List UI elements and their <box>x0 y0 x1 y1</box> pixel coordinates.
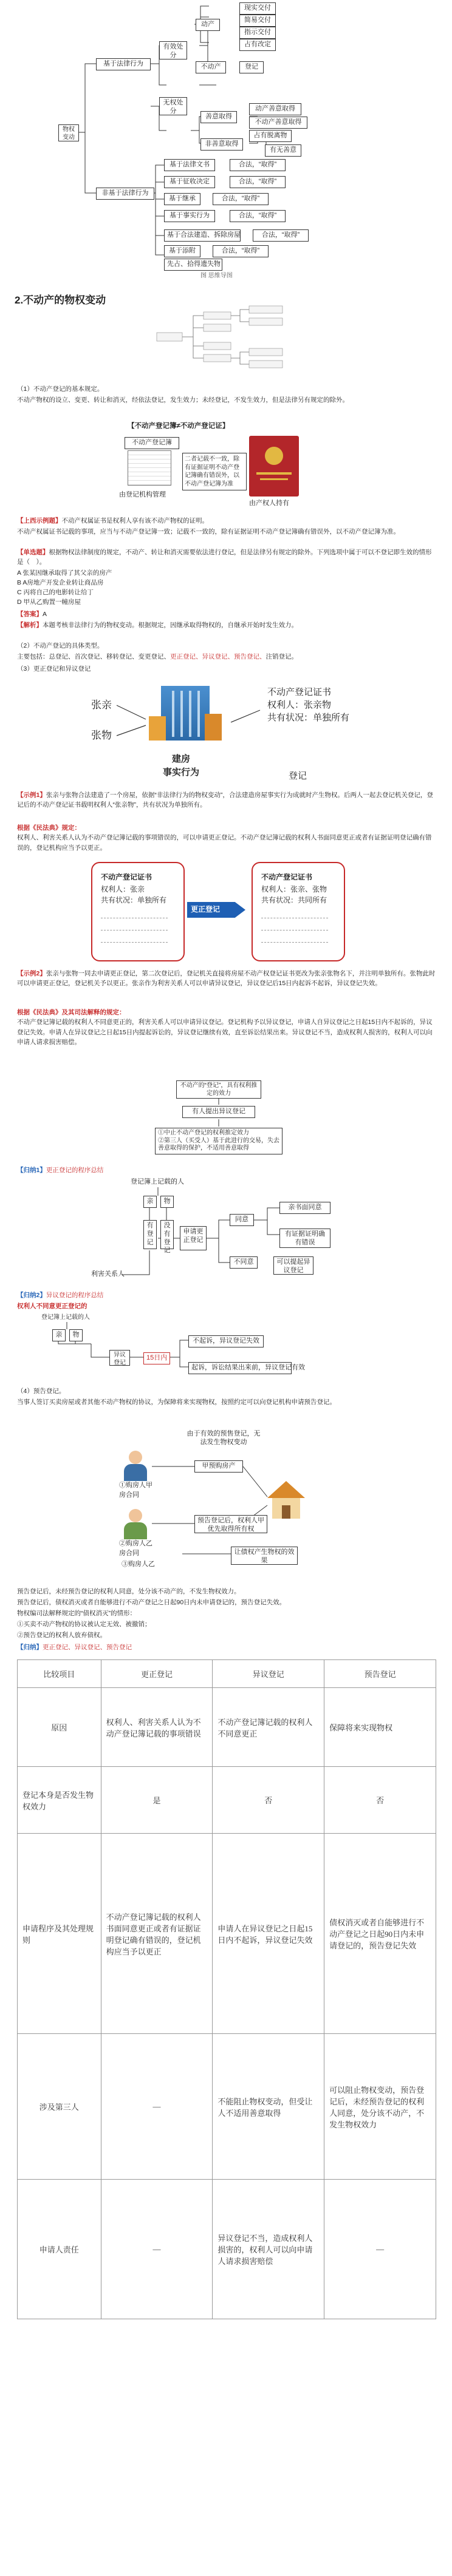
nl-item-0: 基于法律文书 <box>164 159 215 171</box>
table-cell: 债权消灭或者自能够进行不动产登记之日起90日内未申请登记的，预告登记失效 <box>324 1834 436 2034</box>
scene3-q: 由于有效的预售登记，无法发生物权变动 <box>182 1429 265 1451</box>
flow3-a: 亲 <box>52 1329 66 1341</box>
table-cell: 否 <box>213 1767 324 1834</box>
nl-item-2: 基于继承 <box>164 193 200 205</box>
table-row <box>18 1834 436 2034</box>
para-6: 预告登记后，债权消灭或者自能够进行不动产登记之日起90日内未申请登记的，预告登记失效。 <box>17 1599 286 1606</box>
flow2-agree: 同意 <box>230 1214 254 1226</box>
prepay-label: 甲预购房产 <box>194 1460 243 1473</box>
sub2-title: （2）不动产登记的具体类型。 <box>17 642 104 649</box>
person-zhangwu: 张物 <box>91 730 112 741</box>
flow3-sue: 起诉，诉讼结果出来前，异议登记有效 <box>188 1362 292 1374</box>
comparison-table <box>17 1659 436 2319</box>
node-good-faith: 善意取得 <box>200 111 237 123</box>
table-cell: — <box>101 2180 213 2319</box>
flow2-has: 有登记 <box>143 1220 157 1249</box>
table-cell: 登记本身是否发生物权效力 <box>18 1767 101 1834</box>
scene3-note: 预告登记后，权利人甲优先取得所有权 <box>194 1515 267 1533</box>
table-cell: 申请人在异议登记之日起15日内不起诉，异议登记失效 <box>213 1834 324 2034</box>
flow3-b: 物 <box>69 1329 83 1341</box>
scene1-reg: 登记 <box>289 771 307 781</box>
flow2-a: 亲 <box>143 1196 157 1208</box>
option-c: C 丙将自己的电影转让给丁 <box>17 589 94 596</box>
para-7-item-2: ②预告登记的权利人放弃债权。 <box>17 1632 106 1639</box>
table-cell: 涉及第三人 <box>18 2034 101 2180</box>
arrow-correction-label: 更正登记 <box>191 905 221 913</box>
para-4: 当事人签订买卖房屋或者其他不动产物权的协议，为保障将来实现物权，按照约定可以向登记机构申请预告登记。 <box>17 1398 336 1406</box>
rights-tag-0: 合法，“取得” <box>230 159 286 171</box>
cert-before-title: 不动产登记证书 <box>101 873 152 881</box>
summary-1: 【归纳1】更正登记的程序总结 <box>17 1167 104 1174</box>
rights-tag-3: 合法，“取得” <box>230 210 286 222</box>
agency-label: 由登记机构管理 <box>119 491 166 498</box>
rights-tag-4: 合法，“取得” <box>253 229 309 242</box>
delivery-3: 占有改定 <box>239 39 276 51</box>
scene3-fail: 让债权产生物权的效果 <box>231 1547 298 1565</box>
table-cell: 保障将来实现物权 <box>324 1688 436 1767</box>
seller-label: ②购房人乙 房合同 <box>119 1540 152 1557</box>
nl-item-6: 先占、拾得遗失物 <box>164 259 222 271</box>
sub3-title: （3）更正登记和异议登记 <box>17 665 91 673</box>
building-label: 建房 事实行为 <box>163 754 200 778</box>
law-2: 根据《民法典》及其司法解释的规定： 不动产登记簿记载的权利人不同意更正的，利害关系人可以申请异议登记。登记机构予以异议登记，申请人自异议登记之日起15日内不起诉的，异议登记失效。申请人在异议登记之日起15日内提起诉讼的，异议登记继续有效，直至诉讼结果出来。异议登记不当，造成权利人损害的，权利人可以向申请人请求损害赔偿。 <box>17 1009 433 1046</box>
answer: 【答案】A <box>17 611 47 618</box>
question-2: 【单选题】根据物权法律制度的规定，不动产、转让和消灭需要依法进行登记，但是法律另有规定的除外。下列选项中属于可以不登记即生效的情形是（ ）。 <box>17 549 432 566</box>
book-label: 不动产登记簿 <box>125 437 179 449</box>
mindmap-caption: 图 思维导图 <box>200 273 233 279</box>
summary-2: 【归纳2】异议登记的程序总结 <box>17 1292 104 1299</box>
flow2-evidence: 有证据证明确有错误 <box>279 1229 330 1248</box>
node-effective: 有效处分 <box>159 41 187 59</box>
delivery-0: 现实交付 <box>239 2 276 15</box>
node-unauthorized: 无权处分 <box>159 97 187 115</box>
flow3-obj: 异议登记 <box>109 1350 130 1366</box>
mindmap-root: 物权变动 <box>58 124 79 141</box>
para-7: 物权编司法解释规定的“债权消灭”的情形： <box>17 1610 136 1617</box>
example-3: 【示例2】张亲与张物一同去申请更正登记，第二次登记后，登记机关直接将房屋不动产权登记证书更改为张亲张物名下，并注明单独所有。张物此时可以申请更正登记，登记机关予以更正。张亲作为利害关系人可以申请异议登记，异议登记后15日内起诉不起诉，异议登记失效。 <box>17 970 436 988</box>
table-cell: 不动产登记簿记载的权利人书面同意更正或者有证据证明登记确有错误的，登记机构应当予以更正 <box>101 1834 213 2034</box>
person-zhangqin: 张亲 <box>91 699 112 711</box>
buyer-label: ①购房人甲 房合同 <box>119 1482 152 1499</box>
table-row <box>18 2180 436 2319</box>
summary-3: 【归纳】更正登记、异议登记、预告登记 <box>17 1644 132 1651</box>
flow2-interested: 利害关系人 <box>91 1270 125 1278</box>
table-cell: 异议登记不当，造成权利人损害的，权利人可以向申请人请求损害赔偿 <box>213 2180 324 2319</box>
para-7-item-1: ①买卖不动产物权的协议被认定无效、被撤销； <box>17 1621 151 1628</box>
table-cell: — <box>324 2180 436 2319</box>
nl-item-1: 基于征收决定 <box>164 176 215 188</box>
flow1-middle: 有人提出异议登记 <box>182 1106 255 1118</box>
nl-item-5: 基于添附 <box>164 245 200 257</box>
house-icon <box>267 1481 305 1519</box>
summary-2-sub: 权利人不同意更正登记的 <box>17 1303 87 1310</box>
book-note: 二者记载不一致，除有证据证明不动产登记簿确有错误外，以不动产登记簿为准 <box>182 453 247 490</box>
table-cell: 权利人、利害关系人认为不动产登记簿记载的事项错误 <box>101 1688 213 1767</box>
example-1: 【上西示例题】不动产权属证书是权利人享有该不动产物权的证明。 <box>17 517 208 524</box>
option-a: A 张某因继承取得了其父亲的房产 <box>17 569 112 577</box>
table-header-row <box>18 1660 436 1688</box>
cert-before-share: 共有状况：单独所有 <box>101 896 167 904</box>
table-header: 异议登记 <box>213 1660 324 1688</box>
cert-after-title: 不动产登记证书 <box>261 873 313 881</box>
types-line: 主要包括：总登记、首次登记、移转登记、变更登记、更正登记、异议登记、预告登记、注销登记。 <box>17 653 298 660</box>
option-d: D 甲从乙购置一幢房屋 <box>17 598 81 606</box>
delivery-1: 简易交付 <box>239 15 276 27</box>
table-cell: 可以阻止物权变动，预告登记后，未经预告登记的权利人同意，处分该不动产，不发生物权效力 <box>324 2034 436 2180</box>
cert-before-holder: 权利人：张亲 <box>101 885 145 893</box>
flow2-same: 亲书面同意 <box>279 1202 330 1214</box>
node-legal-acts: 基于法律行为 <box>96 58 151 70</box>
para-5: 预告登记后，未经预告登记的权利人同意，处分该不动产的，不发生物权效力。 <box>17 1588 241 1595</box>
holder-label: 由产权人持有 <box>249 500 289 507</box>
rights-tag-5: 合法，“取得” <box>213 245 269 257</box>
gf-item-1: 不动产善意取得 <box>249 117 307 129</box>
scene1-cert-holder: 权利人：张亲物 <box>267 700 332 710</box>
table-header: 比较项目 <box>18 1660 101 1688</box>
bank-label: ③购房人乙 <box>122 1561 155 1568</box>
cert-after-share: 共有状况：共同所有 <box>261 896 327 904</box>
flow1-bottom: ①中止不动产登记的权利推定效力 ②第三人（买受人）基于此进行的交易，失去善意取得的保护，不适用善意取得 <box>155 1128 282 1154</box>
node-movable: 动产 <box>196 19 220 31</box>
table-cell: 不能阻止物权变动，但受让人不适用善意取得 <box>213 2034 324 2180</box>
example-2: 【示例1】张亲与张物合法建造了一个房屋，依据“非法律行为的物权变动”，合法建造房屋事实行为成就时产生物权。后两人一起去登记机关登记，登记后的不动产登记证书载明权利人“张亲物”，共有状况为单独所有。 <box>17 791 433 809</box>
node-not-good-faith: 非善意取得 <box>200 138 243 151</box>
cert-after-holder: 权利人：张亲、张物 <box>261 885 327 893</box>
flow2-registrant: 登记簿上记载的人 <box>131 1178 184 1185</box>
table-header: 更正登记 <box>101 1660 213 1688</box>
table-header: 预告登记 <box>324 1660 436 1688</box>
table-cell: 申请程序及其处理规则 <box>18 1834 101 2034</box>
table-row <box>18 1767 436 1834</box>
table-cell: 否 <box>324 1767 436 1834</box>
option-b: B A房地产开发企业转让商品房 <box>17 579 104 586</box>
flow3-top: 登记簿上记载的人 <box>41 1314 90 1321</box>
rights-tag-2: 合法，“取得” <box>213 193 269 205</box>
scene1-cert-share: 共有状况：单独所有 <box>267 713 350 723</box>
cert-title: 【不动产登记簿≠不动产登记证】 <box>128 422 230 430</box>
flow3-days: 15日内 <box>143 1352 170 1364</box>
nl-item-3: 基于事实行为 <box>164 210 215 222</box>
sub1-title: （1）不动产登记的基本规定。 <box>17 385 104 393</box>
sub4-title: （4）预告登记。 <box>17 1388 66 1395</box>
flow2-not-agree: 不同意 <box>230 1256 258 1269</box>
explanation: 【解析】本题考核非法律行为的物权变动。根据规定，因继承取得物权的，自继承开始时发生效力。 <box>17 622 298 629</box>
table-row <box>18 1688 436 1767</box>
delivery-2: 指示交付 <box>239 27 276 39</box>
nl-item-4: 基于合法建造、拆除房屋 <box>164 229 241 242</box>
flow2-b: 物 <box>160 1196 174 1208</box>
gf-item-2: 占有脱离物 <box>249 130 292 142</box>
table-row <box>18 2034 436 2180</box>
flow2-no: 没有登记 <box>160 1220 174 1249</box>
table-cell: 申请人责任 <box>18 2180 101 2319</box>
scene1-cert-title: 不动产登记证书 <box>267 687 332 697</box>
buyer-icon <box>122 1451 149 1481</box>
table-cell: 原因 <box>18 1688 101 1767</box>
law-1: 根据《民法典》规定： 权利人、利害关系人认为不动产登记簿记载的事项错误的，可以申请更正登记。不动产登记簿记载的权利人书面同意更正或者有证据证明登记确有错误的，登记机构应当予以更正。 <box>17 824 432 852</box>
section-title: 2.不动产的物权变动 <box>15 294 106 306</box>
node-invalid: 有无善意 <box>265 144 301 157</box>
table-cell: — <box>101 2034 213 2180</box>
node-registration: 登记 <box>239 61 264 73</box>
node-immovable: 不动产 <box>196 61 226 73</box>
flow2-apply: 申请更正登记 <box>180 1226 207 1250</box>
flow3-lose: 不起诉，异议登记失效 <box>188 1335 264 1347</box>
table-cell: 不动产登记簿记载的权利人不同意更正 <box>213 1688 324 1767</box>
gf-item-0: 动产善意取得 <box>249 103 301 115</box>
flow1-top: 不动产的“登记”，具有权利推定的效力 <box>176 1080 261 1099</box>
para-1: 不动产物权的设立、变更、转让和消灭，经依法登记，发生效力；未经登记，不发生效力，但是法律另有规定的除外。 <box>17 396 349 404</box>
example-1-extra: 不动产权属证书记载的事项，应当与不动产登记簿一致；记载不一致的，除有证据证明不动产登记簿确有错误外，以不动产登记簿为准。 <box>17 528 400 535</box>
node-non-legal-acts: 非基于法律行为 <box>96 188 154 200</box>
buyer2-icon <box>122 1509 149 1539</box>
rights-tag-1: 合法，“取得” <box>230 176 286 188</box>
table-cell: 是 <box>101 1767 213 1834</box>
flow2-objection: 可以提起异议登记 <box>273 1256 313 1275</box>
